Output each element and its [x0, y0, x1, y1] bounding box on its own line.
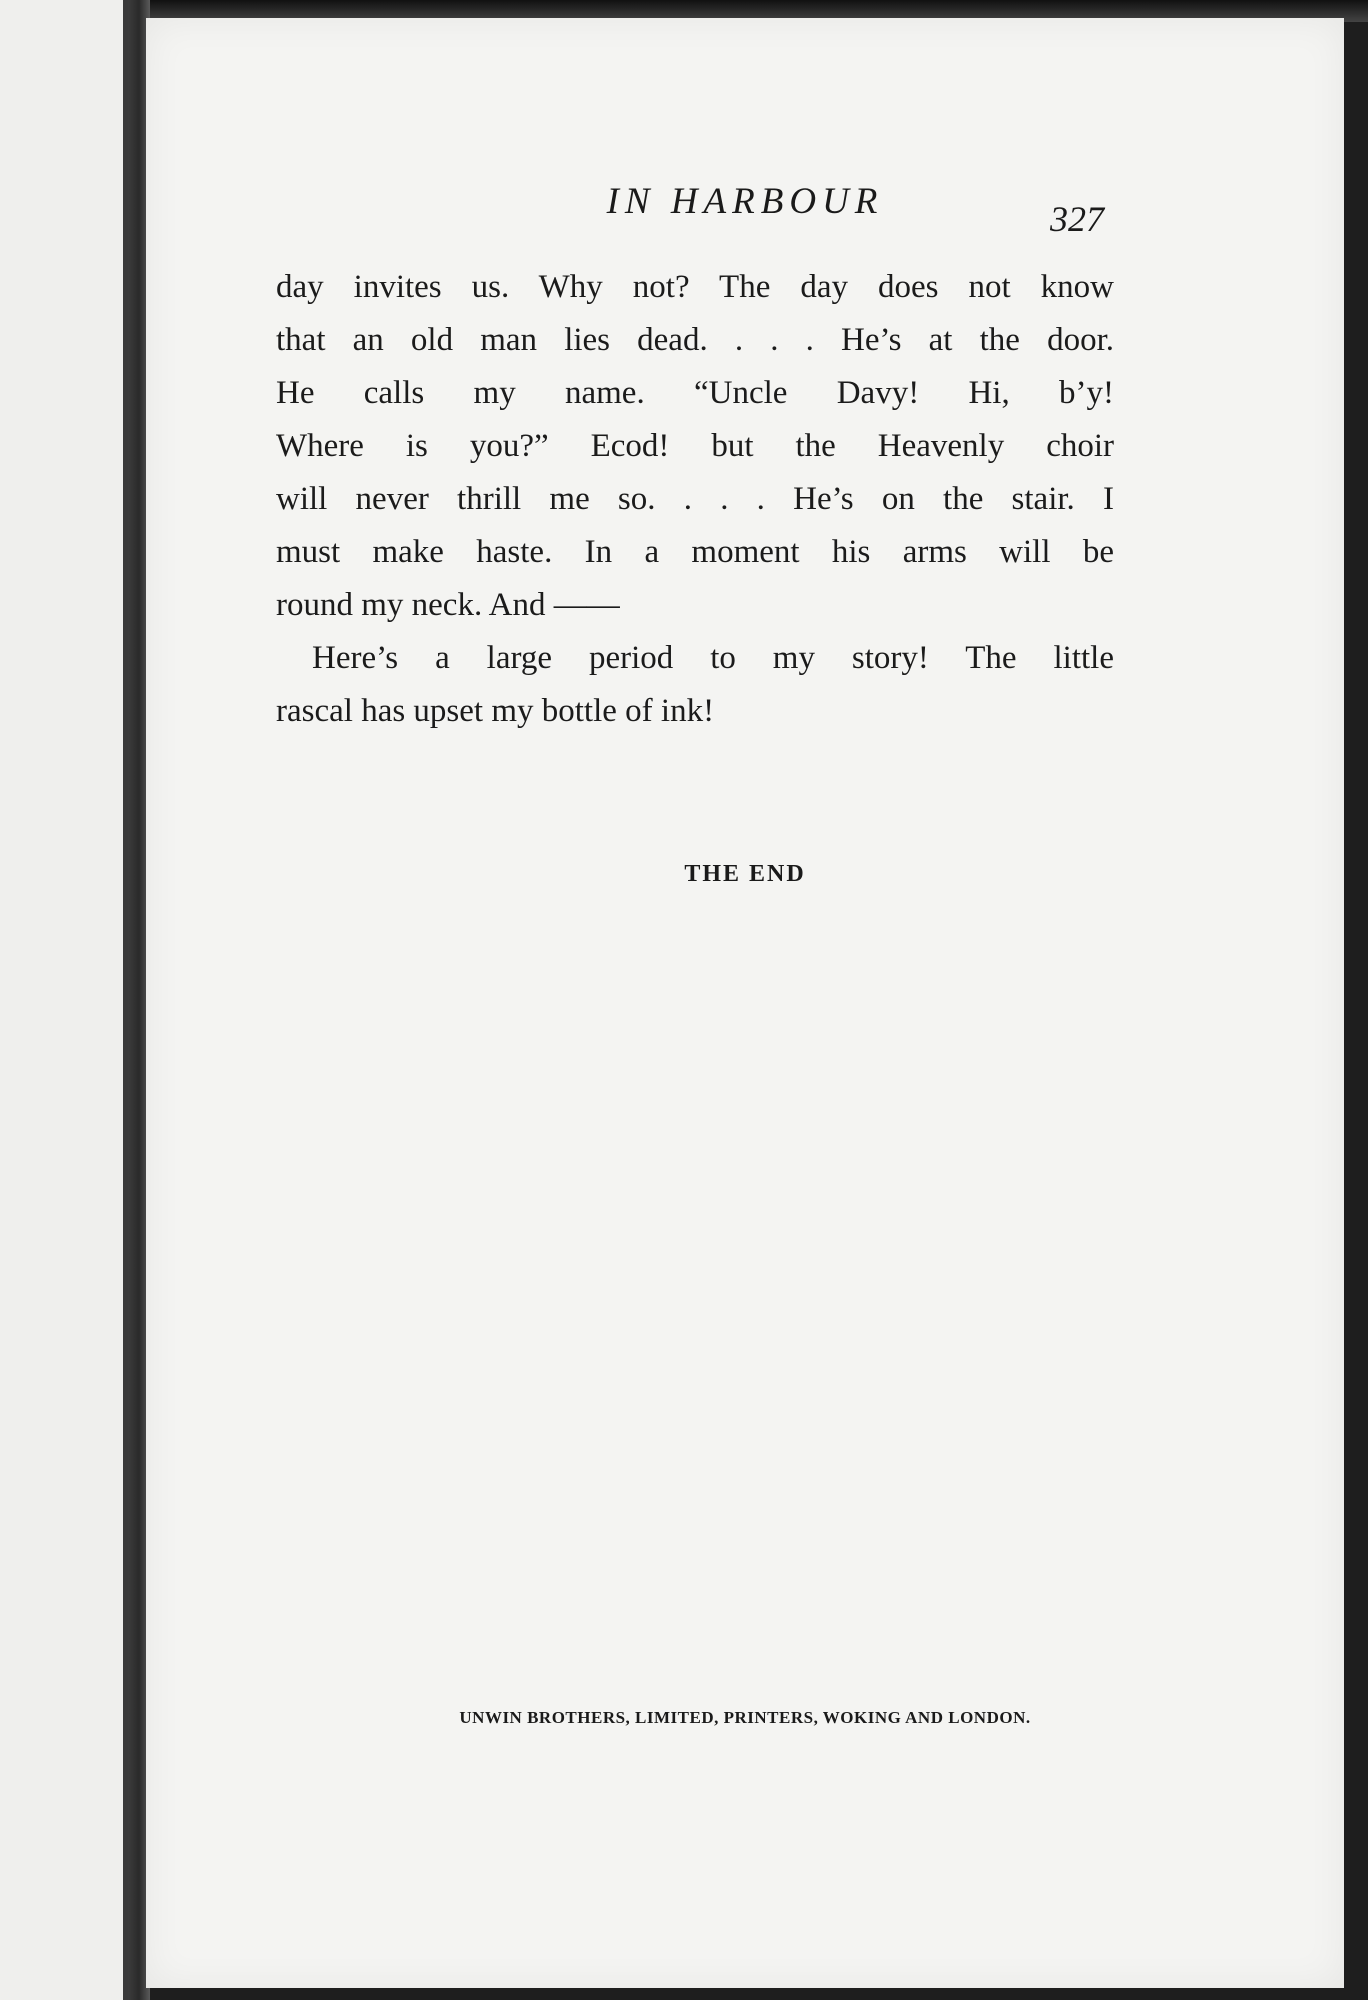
text-line: round my neck. And —— [276, 587, 620, 623]
previous-page-edge [0, 0, 128, 2000]
book-page [146, 18, 1344, 1988]
text-line: that an old man lies dead. . . . He’s at the door. [276, 322, 1114, 358]
paragraph-2 [276, 632, 1114, 738]
text-line: will never thrill me so. . . . He’s on the stair. I [276, 481, 1114, 517]
printer-colophon: UNWIN BROTHERS, LIMITED, PRINTERS, WOKING AND LONDON. [459, 1708, 1031, 1727]
text-line: He calls my name. “Uncle Davy! Hi, b’y! [276, 375, 1114, 411]
text-line: Where is you?” Ecod! but the Heavenly choir [276, 428, 1114, 464]
running-head: IN HARBOUR [606, 181, 884, 222]
text-line: must make haste. In a moment his arms will be [276, 534, 1114, 570]
text-line: rascal has upset my bottle of ink! [276, 693, 715, 729]
text-line: day invites us. Why not? The day does not know [276, 269, 1114, 305]
page-number: 327 [1050, 199, 1104, 239]
text-line: Here’s a large period to my story! The little [312, 640, 1114, 676]
paragraph-1 [276, 261, 1114, 632]
end-mark: THE END [684, 861, 806, 887]
body-text [276, 261, 1114, 738]
